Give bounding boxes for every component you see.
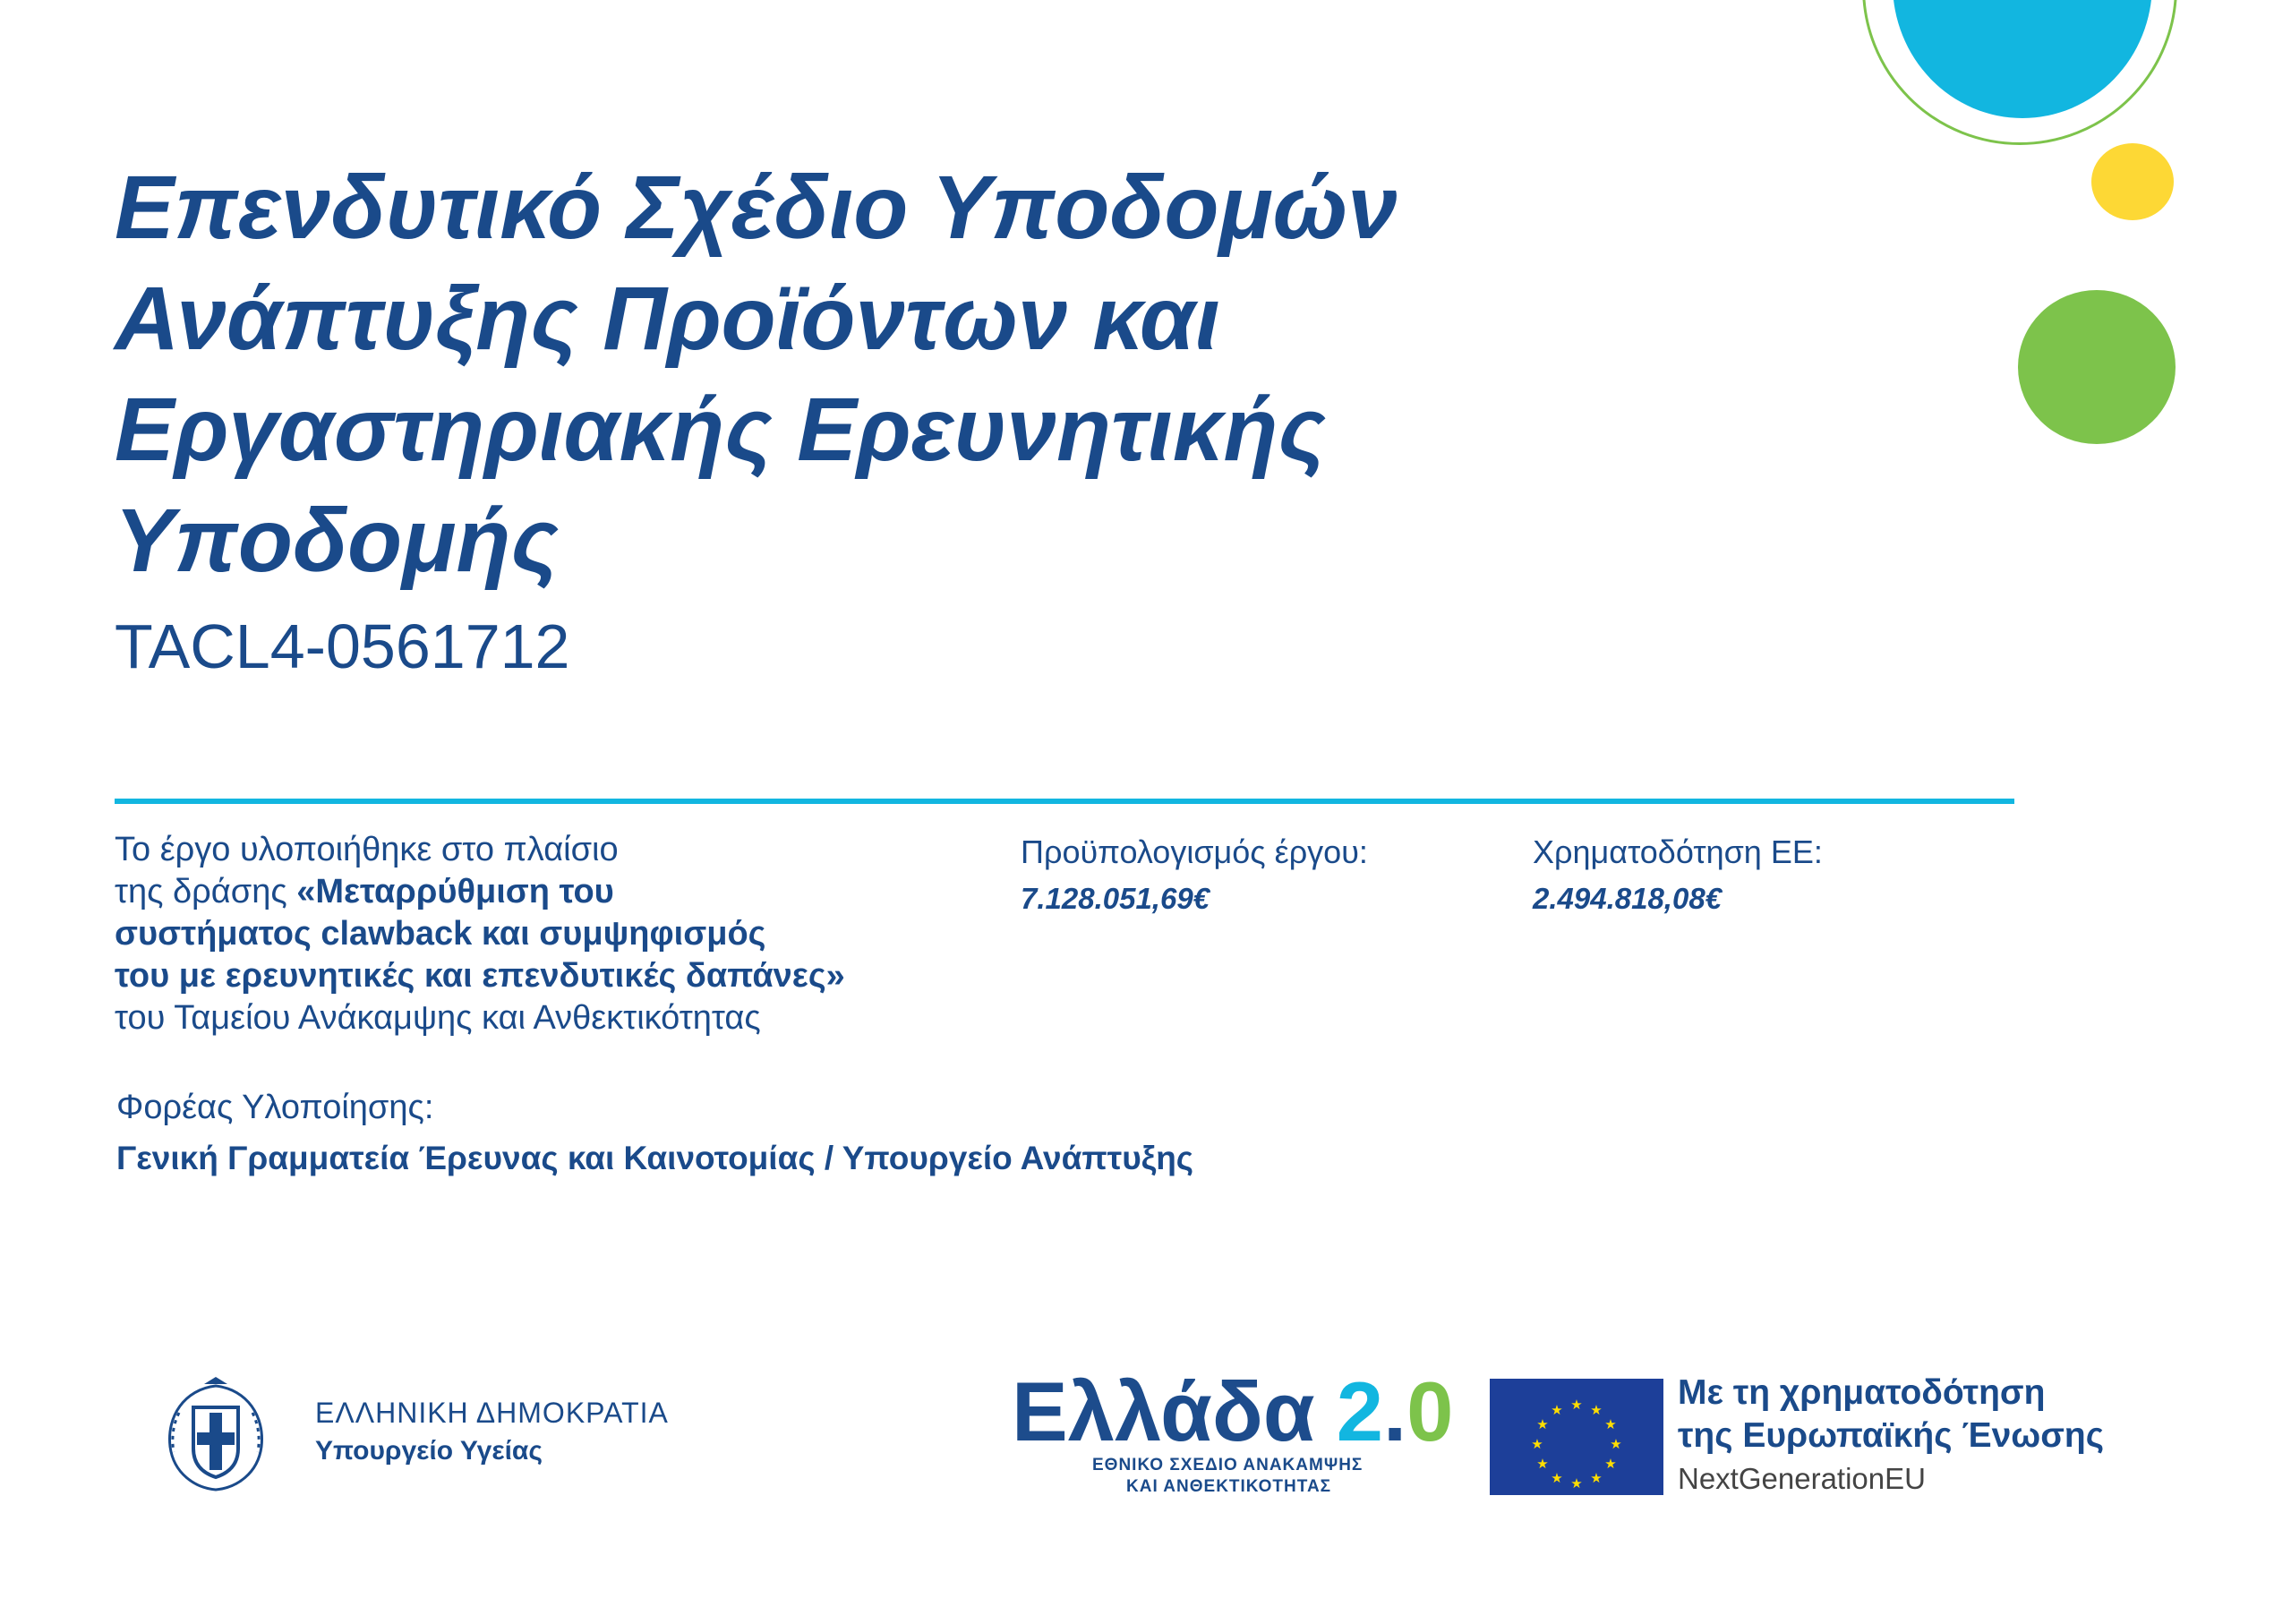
- decorative-circle-green: [2018, 290, 2176, 444]
- action-name: «Μεταρρύθμιση του: [296, 873, 614, 910]
- description-text: της δράσης: [115, 873, 297, 910]
- svg-text:★: ★: [1551, 1470, 1563, 1486]
- project-code: TACL4-0561712: [115, 611, 570, 681]
- eu-stars: [1490, 1379, 1663, 1495]
- svg-text:★: ★: [1590, 1402, 1603, 1418]
- svg-text:★: ★: [1604, 1456, 1617, 1472]
- eu-flag-icon: [1490, 1379, 1663, 1495]
- svg-text:★: ★: [1590, 1470, 1603, 1486]
- budget-label: Προϋπολογισμός έργου:: [1021, 833, 1368, 870]
- svg-text:★: ★: [1570, 1475, 1583, 1492]
- greece20-wordmark: [1012, 1363, 1453, 1461]
- description-line: [115, 871, 614, 913]
- svg-text:★: ★: [1570, 1397, 1583, 1413]
- title-line: Ανάπτυξης Προϊόντων και: [115, 269, 1220, 369]
- greece20-two: 2: [1336, 1364, 1383, 1458]
- implementer-label: Φορέας Υλοποίησης:: [116, 1089, 434, 1126]
- next-generation-eu: NextGenerationEU: [1678, 1462, 1926, 1495]
- greece20-dot: .: [1382, 1364, 1407, 1458]
- greece20-subtitle: ΚΑΙ ΑΝΘΕΚΤΙΚΟΤΗΤΑΣ: [1126, 1477, 1332, 1496]
- svg-text:★: ★: [1536, 1416, 1549, 1432]
- title-line: Εργαστηριακής Ερευνητικής: [115, 380, 1326, 480]
- svg-text:★: ★: [1604, 1416, 1617, 1432]
- title-line: Επενδυτικό Σχέδιο Υποδομών: [115, 158, 1398, 258]
- implementer-value: Γενική Γραμματεία Έρευνας και Καινοτομίας / Υπουργείο Ανάπτυξης: [116, 1140, 1194, 1176]
- greece20-zero: 0: [1406, 1364, 1454, 1458]
- action-name-line: του με ερευνητικές και επενδυτικές δαπάνες»: [115, 957, 845, 995]
- republic-name: ΕΛΛΗΝΙΚΗ ΔΗΜΟΚΡΑΤΙΑ: [315, 1397, 669, 1429]
- eu-funding-line: της Ευρωπαϊκής Ένωσης: [1678, 1416, 2104, 1455]
- eu-funding-value: 2.494.818,08€: [1533, 882, 1723, 915]
- description-line: του Ταμείου Ανάκαμψης και Ανθεκτικότητας: [115, 999, 761, 1037]
- eu-funding-line: Με τη χρηματοδότηση: [1678, 1373, 2046, 1412]
- action-name-line: συστήματος clawback και συμψηφισμός: [115, 915, 766, 953]
- svg-text:★: ★: [1551, 1402, 1563, 1418]
- divider-line: [115, 799, 2014, 804]
- greek-coat-of-arms-icon: [159, 1377, 272, 1495]
- eu-funding-label: Χρηματοδότηση ΕΕ:: [1533, 833, 1823, 870]
- greece20-subtitle: ΕΘΝΙΚΟ ΣΧΕΔΙΟ ΑΝΑΚΑΜΨΗΣ: [1092, 1456, 1364, 1474]
- ministry-name: Υπουργείο Υγείας: [315, 1436, 543, 1466]
- greece20-word: Ελλάδα: [1012, 1364, 1315, 1458]
- title-line: Υποδομής: [115, 491, 559, 591]
- svg-text:★: ★: [1531, 1436, 1543, 1452]
- description-line: Το έργο υλοποιήθηκε στο πλαίσιο: [115, 831, 619, 868]
- decorative-circle-yellow: [2091, 143, 2174, 220]
- svg-text:★: ★: [1610, 1436, 1622, 1452]
- svg-text:★: ★: [1536, 1456, 1549, 1472]
- budget-value: 7.128.051,69€: [1021, 882, 1210, 915]
